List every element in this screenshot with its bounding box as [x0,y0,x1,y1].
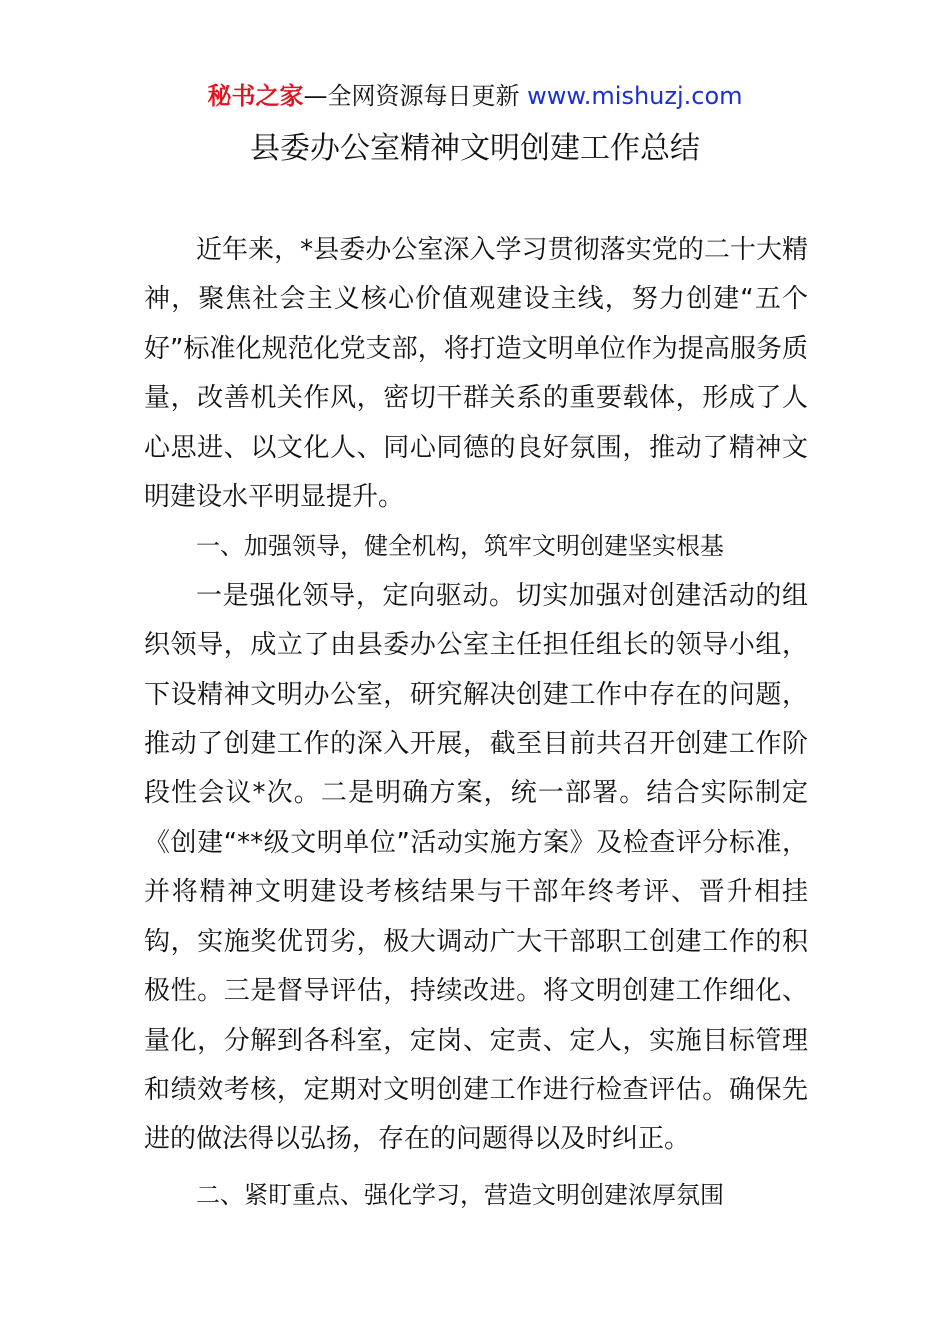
section-2-heading: 二、紧盯重点、强化学习，营造文明创建浓厚氛围 [196,1180,724,1209]
site-header [0,80,950,112]
document-body [144,226,808,1220]
section-1-paragraph: 一是强化领导，定向驱动。切实加强对创建活动的组织领导，成立了由县委办公室主任担任组长的领导小组，下设精神文明办公室，研究解决创建工作中存在的问题，推动了创建工作的深入开展，截至目前共召开创建工作阶段性会议*次。二是明确方案，统一部署。结合实际制定《创建“**级文明单位”活动实施方案》及检查评分标准，并将精神文明建设考核结果与干部年终考评、晋升相挂钩，实施奖优罚劣，极大调动广大干部职工创建工作的积极性。三是督导评估，持续改进。将文明创建工作细化、量化，分解到各科室，定岗、定责、定人，实施目标管理和绩效考核，定期对文明创建工作进行检查评估。确保先进的做法得以弘扬，存在的问题得以及时纠正。 [144,580,808,1155]
section-1-heading: 一、加强领导，健全机构，筑牢文明创建坚实根基 [196,532,724,561]
header-tagline: —全网资源每日更新 [303,82,528,110]
document-title: 县委办公室精神文明创建工作总结 [250,131,700,166]
brand-name: 秘书之家 [207,82,304,110]
intro-paragraph: 近年来，*县委办公室深入学习贯彻落实党的二十大精神，聚焦社会主义核心价值观建设主线，努力创建“五个好”标准化规范化党支部，将打造文明单位作为提高服务质量，改善机关作风，密切干群关系的重要载体，形成了人心思进、以文化人、同心同德的良好氛围，推动了精神文明建设水平明显提升。 [144,235,808,513]
site-url-link[interactable]: www.mishuzj.com [527,82,743,110]
